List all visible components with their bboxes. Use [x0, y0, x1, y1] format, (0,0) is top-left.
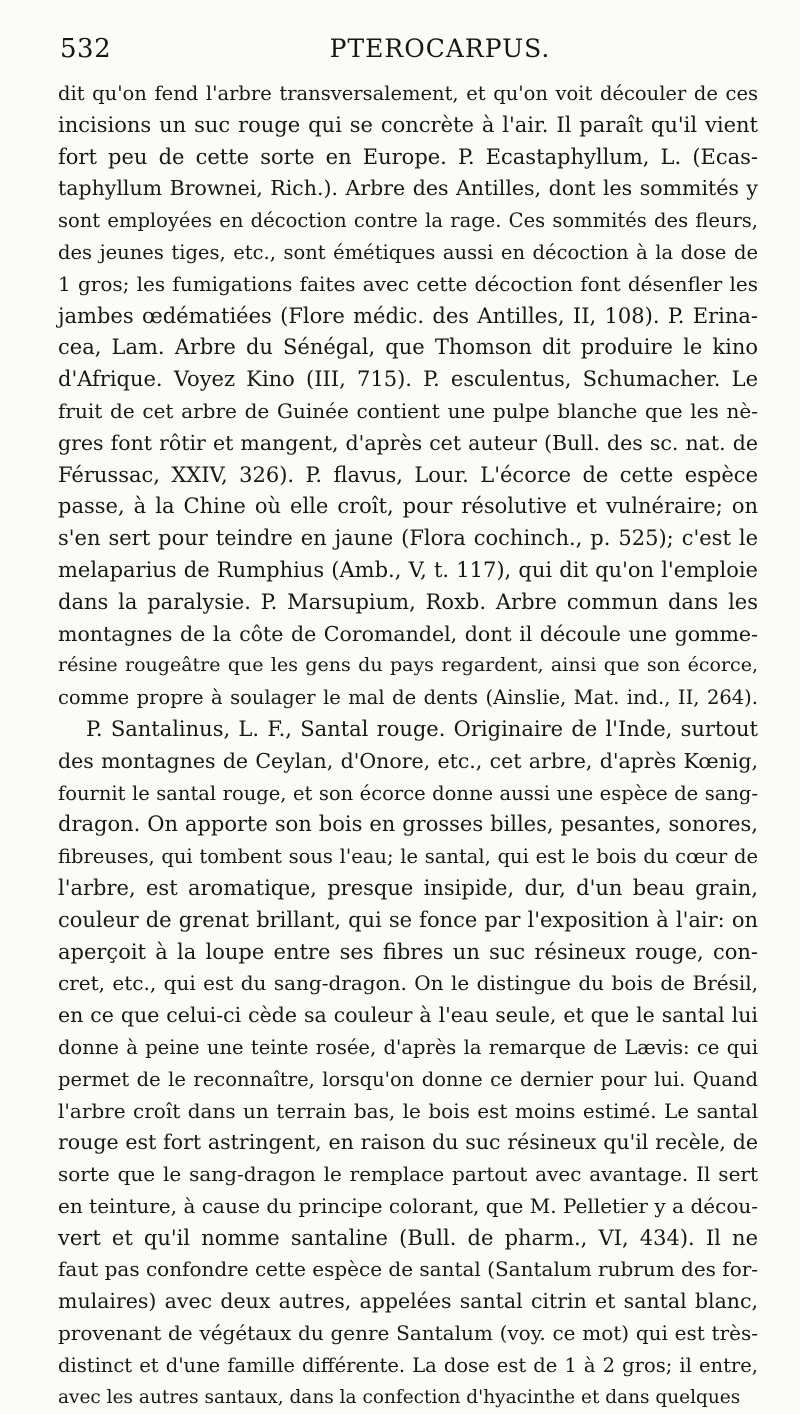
text-line: cea, Lam. Arbre du Sénégal, que Thomson dit produire le kino	[58, 335, 758, 360]
text-line: mulaires) avec deux autres, appelées santal citrin et santal blanc,	[58, 1289, 758, 1314]
text-line: des montagnes de Ceylan, d'Onore, etc., cet arbre, d'après Kœnig,	[58, 748, 758, 773]
text-line: passe, à la Chine où elle croît, pour résolutive et vulnéraire; on	[58, 494, 758, 519]
text-line: résine rougeâtre que les gens du pays regardent, ainsi que son écorce,	[58, 654, 758, 677]
text-line: l'arbre, est aromatique, presque insipide, dur, d'un beau grain,	[58, 875, 758, 900]
text-line: 1 gros; les fumigations faites avec cette décoction font désenfler les	[58, 271, 758, 296]
text-line: melaparius de Rumphius (Amb., V, t. 117), qui dit qu'on l'emploie	[58, 557, 758, 582]
text-line: provenant de végétaux du genre Santalum (voy. ce mot) qui est très-	[58, 1321, 758, 1346]
text-line: montagnes de la côte de Coromandel, dont il découle une gomme-	[58, 621, 758, 646]
text-line: avec les autres santaux, dans la confection d'hyacinthe et dans quelques	[58, 1386, 741, 1408]
body-text	[58, 78, 758, 1413]
text-line: Férussac, XXIV, 326). P. flavus, Lour. L'écorce de cette espèce	[58, 462, 758, 487]
text-line: incisions un suc rouge qui se concrète à l'air. Il paraît qu'il vient	[58, 112, 758, 137]
text-line: s'en sert pour teindre en jaune (Flora cochinch., p. 525); c'est le	[58, 526, 758, 551]
text-line: permet de le reconnaître, lorsqu'on donne ce dernier pour lui. Quand	[58, 1067, 758, 1091]
text-line: couleur de grenat brillant, qui se fonce par l'exposition à l'air: on	[58, 907, 758, 932]
text-line: aperçoit à la loupe entre ses fibres un suc résineux rouge, con-	[58, 939, 758, 964]
text-line: taphyllum Brownei, Rich.). Arbre des Antilles, dont les sommités y	[58, 176, 758, 201]
text-line: fruit de cet arbre de Guinée contient une pulpe blanche que les nè-	[58, 398, 758, 423]
text-line: en ce que celui-ci cède sa couleur à l'eau seule, et que le santal lui	[58, 1003, 758, 1028]
text-line: donne à peine une teinte rosée, d'après la remarque de Lævis: ce qui	[58, 1035, 758, 1059]
text-line: comme propre à soulager le mal de dents (Ainslie, Mat. ind., II, 264).	[58, 686, 758, 710]
text-line: faut pas confondre cette espèce de santal (Santalum rubrum des for-	[58, 1257, 759, 1282]
text-line: dragon. On apporte son bois en grosses billes, pesantes, sonores,	[58, 812, 758, 837]
running-head	[60, 34, 760, 70]
text-line: dans la paralysie. P. Marsupium, Roxb. Arbre commun dans les	[58, 589, 758, 614]
text-line: fort peu de cette sorte en Europe. P. Ecastaphyllum, L. (Ecas-	[58, 144, 758, 169]
text-line: dit qu'on fend l'arbre transversalement, et qu'on voit découler de ces	[58, 82, 758, 105]
text-line: d'Afrique. Voyez Kino (III, 715). P. esculentus, Schumacher. Le	[58, 367, 758, 392]
text-line: cret, etc., qui est du sang-dragon. On le distingue du bois de Brésil,	[58, 971, 758, 996]
text-line: P. Santalinus, L. F., Santal rouge. Originaire de l'Inde, surtout	[86, 716, 758, 741]
page-number: 532	[60, 34, 112, 64]
text-line: gres font rôtir et mangent, d'après cet auteur (Bull. des sc. nat. de	[58, 430, 758, 455]
running-title: PTEROCARPUS.	[329, 34, 551, 63]
text-line: l'arbre croît dans un terrain bas, le bois est moins estimé. Le santal	[58, 1098, 758, 1123]
text-line: fibreuses, qui tombent sous l'eau; le santal, qui est le bois du cœur de	[58, 845, 758, 869]
text-line: rouge est fort astringent, en raison du suc résineux qu'il recèle, de	[58, 1130, 758, 1155]
text-line: fournit le santal rouge, et son écorce donne aussi une espèce de sang-	[58, 781, 758, 805]
text-line: sont employées en décoction contre la rage. Ces sommités des fleurs,	[58, 209, 758, 233]
text-line: vert et qu'il nomme santaline (Bull. de pharm., VI, 434). Il ne	[58, 1225, 758, 1250]
text-line: distinct et d'une famille différente. La dose est de 1 à 2 gros; il entre,	[58, 1353, 758, 1377]
text-line: jambes œdématiées (Flore médic. des Antilles, II, 108). P. Erina-	[58, 303, 758, 328]
text-line: en teinture, à cause du principe colorant, que M. Pelletier y a décou-	[58, 1193, 758, 1218]
text-line: sorte que le sang-dragon le remplace partout avec avantage. Il sert	[58, 1162, 758, 1187]
text-line: des jeunes tiges, etc., sont émétiques aussi en décoction à la dose de	[58, 240, 758, 264]
